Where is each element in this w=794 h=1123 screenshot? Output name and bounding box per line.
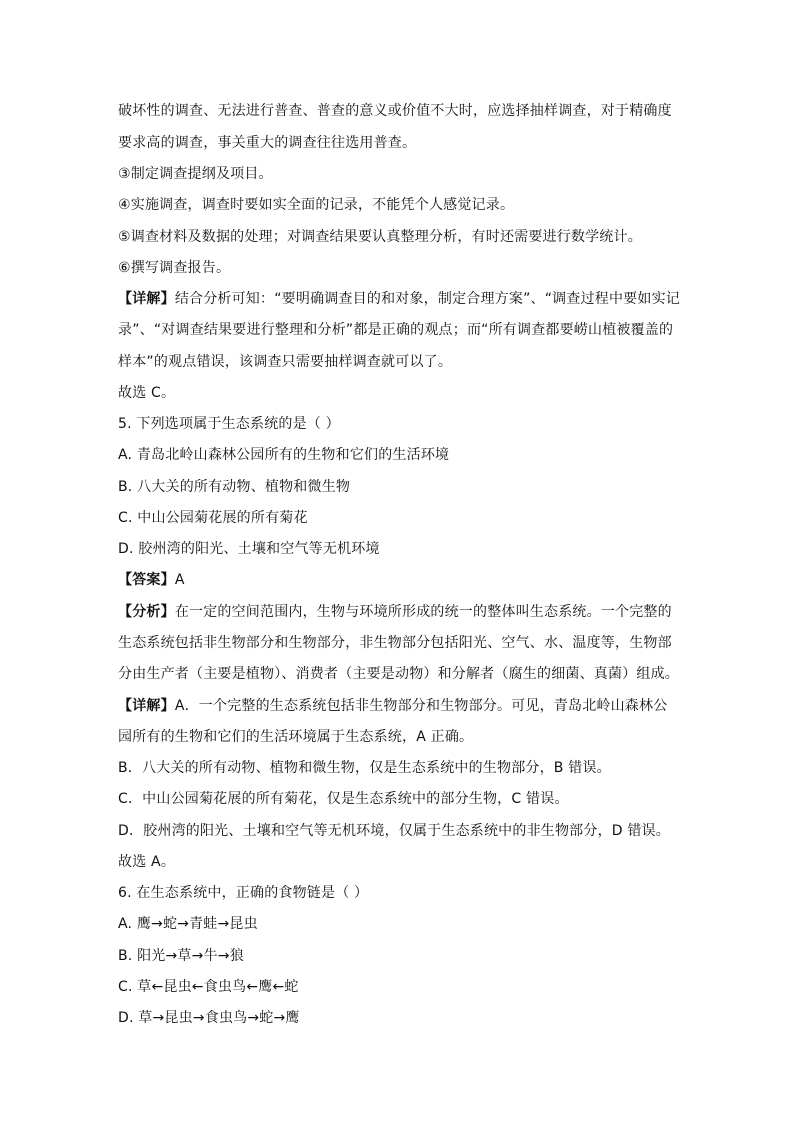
text-line: B．八大关的所有动物、植物和微生物，仅是生态系统中的生物部分，B 错误。 (118, 760, 611, 776)
text-line: 录”、“对调查结果要进行整理和分析”都是正确的观点；而“所有调查都要崂山植被覆盖的 (118, 322, 674, 338)
text-line: ③制定调查提纲及项目。 (118, 166, 273, 182)
text-line: ④实施调查，调查时要如实全面的记录，不能凭个人感觉记录。 (118, 197, 515, 213)
section-tag-answer: 【答案】 (118, 572, 175, 588)
text-line: 【详解】A．一个完整的生态系统包括非生物部分和生物部分。可见，青岛北岭山森林公 (118, 698, 668, 714)
text-line: ⑤调查材料及数据的处理；对调查结果要认真整理分析，有时还需要进行数学统计。 (118, 229, 642, 245)
answer-line: 【答案】A (118, 572, 185, 588)
section-tag-analysis: 【分析】 (118, 604, 175, 620)
option-b: B. 阳光→草→牛→狼 (118, 948, 244, 964)
question-title: 5. 下列选项属于生态系统的是（ ） (118, 416, 340, 432)
text-line: 破坏性的调查、无法进行普查、普查的意义或价值不大时，应选择抽样调查，对于精确度 (118, 103, 672, 119)
text-line: 分由生产者（主要是植物）、消费者（主要是动物）和分解者（腐生的细菌、真菌）组成。 (118, 666, 679, 682)
option-b: B. 八大关的所有动物、植物和微生物 (118, 479, 351, 495)
option-a: A. 鹰→蛇→青蛙→昆虫 (118, 916, 258, 932)
option-a: A. 青岛北岭山森林公园所有的生物和它们的生活环境 (118, 447, 450, 463)
option-c: C. 草←昆虫←食虫鸟←鹰←蛇 (118, 979, 299, 995)
text-line: ⑥撰写调查报告。 (118, 260, 231, 276)
text-line: 要求高的调查，事关重大的调查往往选用普查。 (118, 135, 417, 151)
text-line: 故选 A。 (118, 854, 176, 870)
text-line: C．中山公园菊花展的所有菊花，仅是生态系统中的部分生物，C 错误。 (118, 791, 569, 807)
text-line: 园所有的生物和它们的生活环境属于生态系统，A 正确。 (118, 729, 474, 745)
option-d: D. 胶州湾的阳光、土壤和空气等无机环境 (118, 541, 380, 557)
section-tag-detail: 【详解】 (118, 291, 175, 307)
section-tag-detail: 【详解】 (118, 698, 175, 714)
text-line: 【详解】结合分析可知：“要明确调查目的和对象，制定合理方案”、“调查过程中要如实记 (118, 291, 680, 307)
text-line: 故选 C。 (118, 385, 176, 401)
text-line: 样本”的观点错误，该调查只需要抽样调查就可以了。 (118, 354, 453, 370)
option-d: D. 草→昆虫→食虫鸟→蛇→鹰 (118, 1010, 300, 1026)
text-line: 【分析】在一定的空间范围内，生物与环境所形成的统一的整体叫生态系统。一个完整的 (118, 604, 672, 620)
text-line: D．胶州湾的阳光、土壤和空气等无机环境，仅属于生态系统中的非生物部分，D 错误。 (118, 823, 671, 839)
text-line: 生态系统包括非生物部分和生物部分，非生物部分包括阳光、空气、水、温度等，生物部 (118, 635, 672, 651)
question-title: 6. 在生态系统中，正确的食物链是（ ） (118, 885, 369, 901)
option-c: C. 中山公园菊花展的所有菊花 (118, 510, 308, 526)
